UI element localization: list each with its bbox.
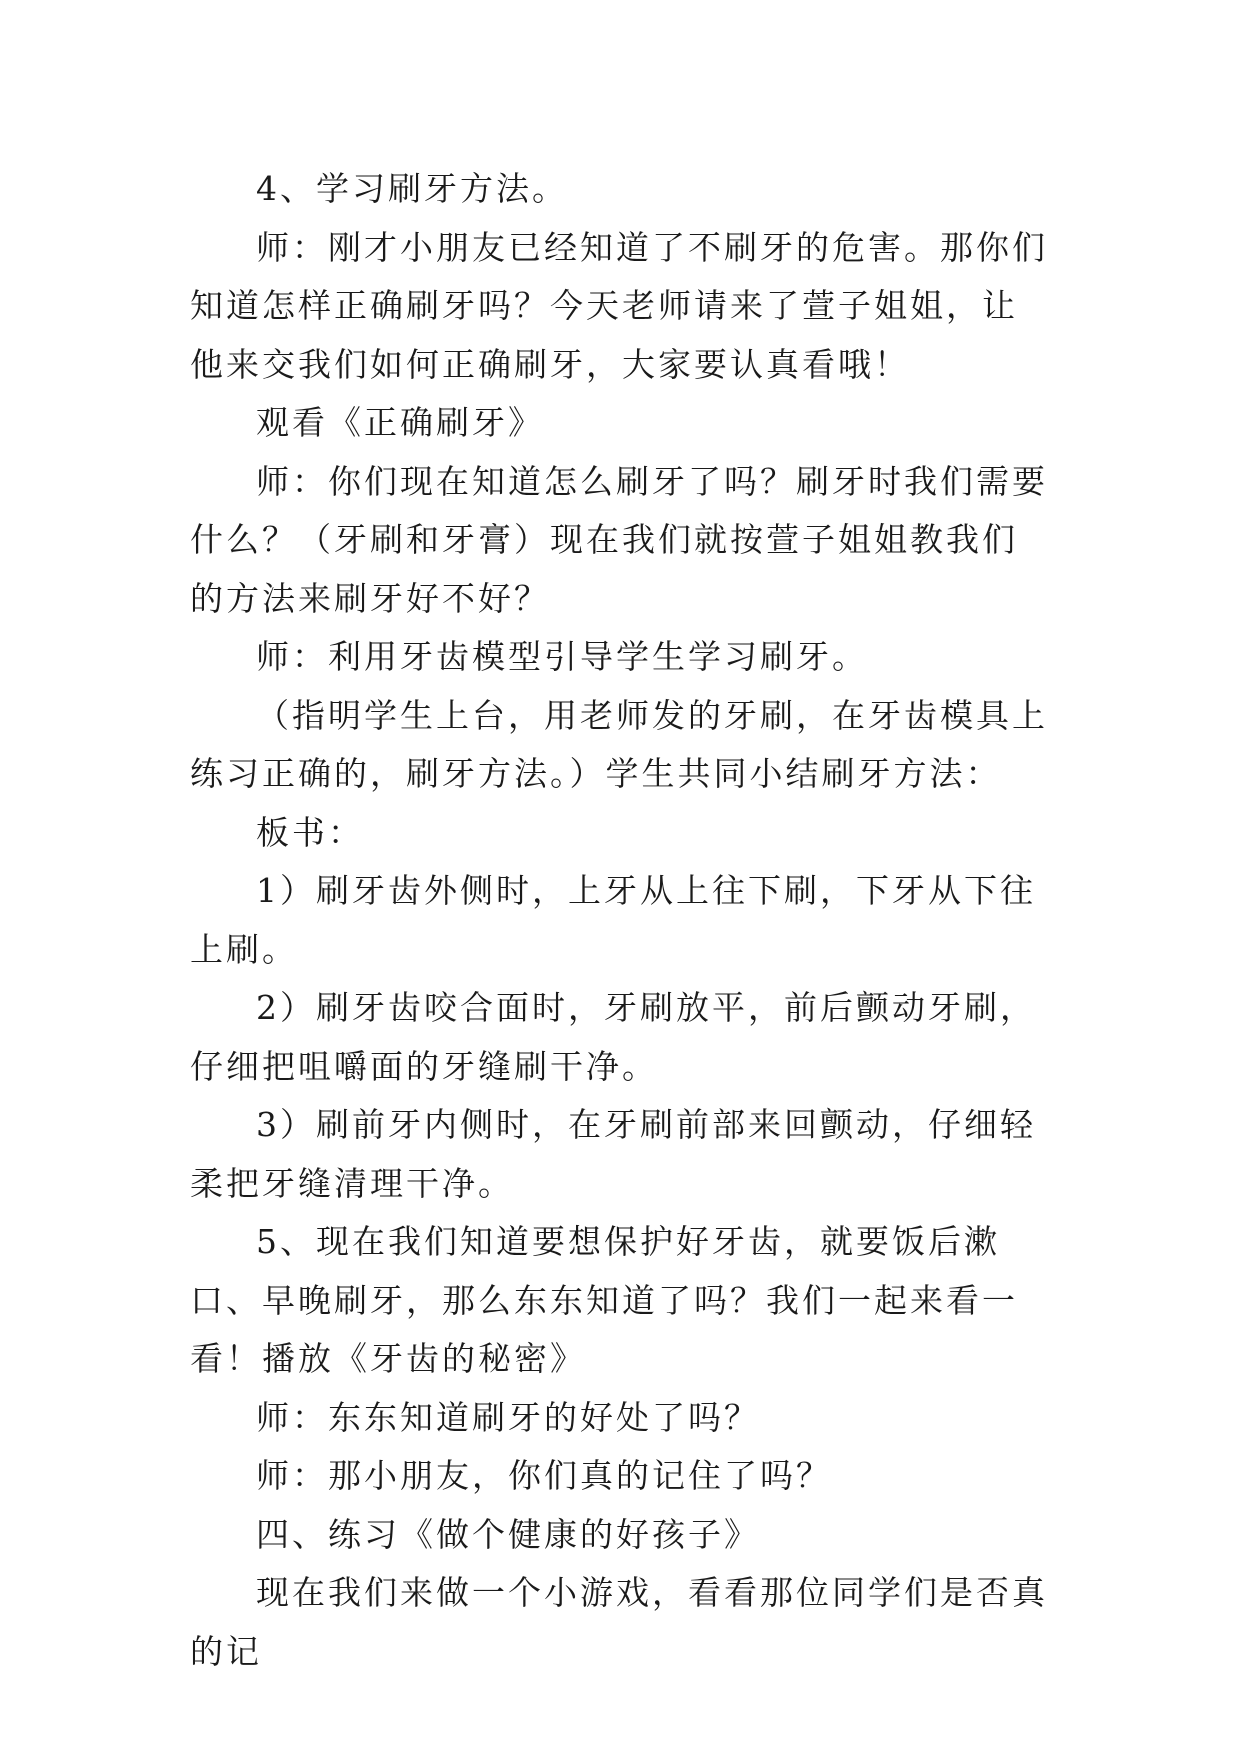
paragraph-method-3: 3）刷前牙内侧时，在牙刷前部来回颤动，仔细轻柔把牙缝清理干净。 bbox=[190, 1105, 1036, 1203]
paragraph-teacher-model: 师：利用牙齿模型引导学生学习刷牙。 bbox=[256, 637, 868, 676]
paragraph-method-2: 2）刷牙齿咬合面时，牙刷放平，前后颤动牙刷，仔细把咀嚼面的牙缝刷干净。 bbox=[190, 988, 1036, 1086]
paragraph-game-intro: 现在我们来做一个小游戏，看看那位同学们是否真的记 bbox=[190, 1573, 1048, 1671]
document-page bbox=[190, 160, 1052, 1681]
paragraph-watch-video: 观看《正确刷牙》 bbox=[256, 403, 544, 442]
paragraph-blackboard-label: 板书： bbox=[256, 812, 364, 852]
paragraph-student-practice: （指明学生上台，用老师发的牙刷，在牙齿模具上练习正确的，刷牙方法。）学生共同小结刷牙方法： bbox=[190, 695, 1048, 793]
paragraph-teacher-intro: 师：刚才小朋友已经知道了不刷牙的危害。那你们知道怎样正确刷牙吗？今天老师请来了萱子姐姐，让他来交我们如何正确刷牙，大家要认真看哦！ bbox=[190, 227, 1048, 384]
paragraph-step-4-heading: 4、学习刷牙方法。 bbox=[256, 169, 568, 208]
paragraph-teacher-ask-1: 师：东东知道刷牙的好处了吗？ bbox=[256, 1397, 760, 1437]
paragraph-section-four-heading: 四、练习《做个健康的好孩子》 bbox=[256, 1514, 760, 1554]
paragraph-teacher-question: 师：你们现在知道怎么刷牙了吗？刷牙时我们需要什么？（牙刷和牙膏）现在我们就按萱子姐姐教我们的方法来刷牙好不好？ bbox=[190, 461, 1048, 618]
paragraph-teacher-ask-2: 师：那小朋友，你们真的记住了吗？ bbox=[256, 1456, 832, 1495]
paragraph-step-5: 5、现在我们知道要想保护好牙齿，就要饭后漱口、早晚刷牙，那么东东知道了吗？我们一起来看一看！播放《牙齿的秘密》 bbox=[190, 1222, 1018, 1378]
paragraph-method-1: 1）刷牙齿外侧时，上牙从上往下刷，下牙从下往上刷。 bbox=[190, 871, 1036, 969]
